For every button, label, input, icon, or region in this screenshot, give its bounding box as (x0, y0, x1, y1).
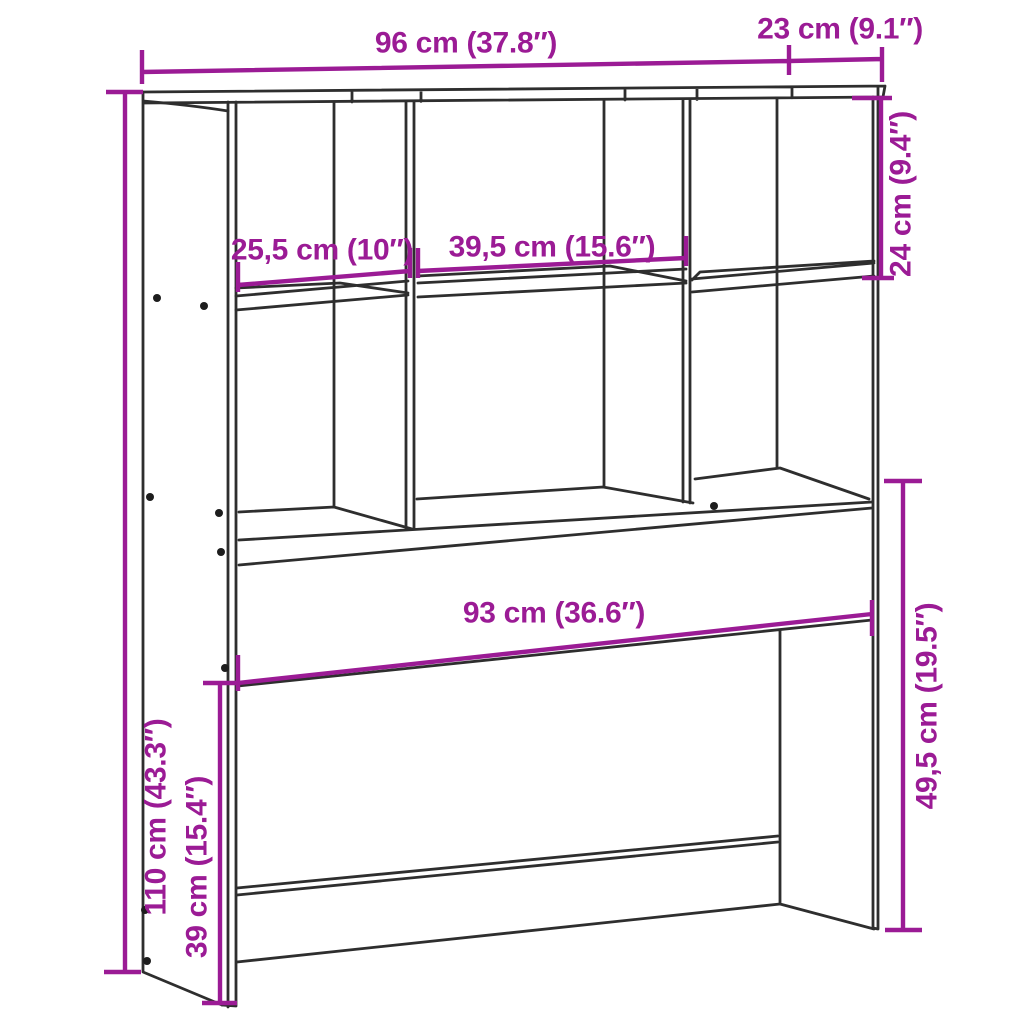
dim-label-middle-compartment-width: 39,5 cm (15.6″) (448, 230, 656, 264)
small-shelf-right (692, 261, 874, 292)
dim-label-lower-right-height: 49,5 cm (19.5″) (910, 602, 944, 810)
dim-overall-height (104, 92, 173, 972)
dim-line (104, 92, 143, 972)
shelf-dividers (334, 98, 777, 529)
dim-depth (757, 13, 923, 83)
dim-lower-right-height (884, 481, 944, 930)
right-edge (873, 87, 878, 929)
dim-label-depth: 23 cm (9.1″) (757, 12, 923, 46)
dim-label-lower-left-height: 39 cm (15.4″) (180, 775, 214, 959)
dimension-annotations (104, 13, 944, 1004)
headboard-panel-bottom (238, 620, 874, 929)
dim-label-left-compartment-width: 25,5 cm (10″) (230, 233, 414, 267)
dim-line (789, 47, 882, 82)
dim-label-top-compartment-height: 24 cm (9.4″) (884, 111, 918, 277)
dim-top-compartment-height (852, 98, 918, 278)
dim-label-inner-width: 93 cm (36.6″) (462, 596, 646, 630)
plinth (237, 836, 780, 962)
dim-label-overall-width: 96 cm (37.8″) (374, 26, 558, 60)
furniture-line-art (141, 86, 885, 1007)
dim-overall-width (142, 27, 789, 85)
dim-label-overall-height: 110 cm (43.3″) (139, 718, 173, 916)
small-shelf-left (236, 281, 408, 310)
top-panel (143, 86, 885, 103)
